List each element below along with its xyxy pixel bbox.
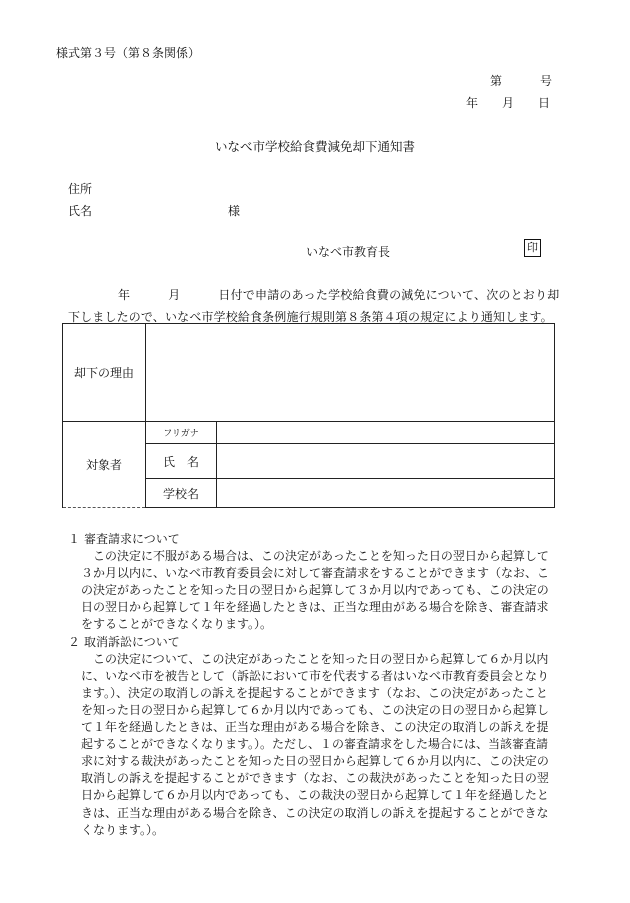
rejection-table	[62, 323, 555, 508]
year-label: 年	[466, 96, 479, 110]
note-line: ３か月以内に、いなべ市教育委員会に対して審査請求をすることができます（なお、こ	[81, 566, 550, 581]
reason-label: 却下の理由	[63, 324, 146, 422]
note-heading	[62, 634, 562, 651]
school-field[interactable]	[217, 479, 555, 508]
name-label: 氏名	[68, 204, 93, 218]
honorific: 様	[228, 204, 241, 218]
note-line: の決定があったことを知った日の翌日から起算して３か月以内であっても、この決定の	[81, 583, 549, 598]
note-line: 起することができなくなります。）。ただし、１の審査請求をした場合には、当該審査請	[81, 737, 549, 752]
furigana-field[interactable]	[217, 422, 555, 444]
day-label: 日	[538, 96, 551, 110]
note-line: に、いなべ市を被告として（訴訟において市を代表する者はいなべ市教育委員会となり	[81, 668, 550, 683]
note-heading	[62, 531, 562, 548]
issuer-name: いなべ市教育長	[306, 245, 391, 259]
note-line: くなります。）。	[81, 822, 165, 837]
note-line: 求に対する裁決があったことを知った日の翌日から起算して６か月以内に、この決定の	[81, 754, 549, 769]
intro-line1-text: 日付で申請のあった学校給食費の減免について、次のとおり却	[218, 288, 560, 302]
note-line: をすることができなくなります。）。	[81, 617, 273, 632]
form-number: 様式第３号（第８条関係）	[56, 46, 201, 60]
note-number: １	[68, 532, 81, 546]
note-heading-text: 取消訴訟について	[84, 634, 180, 649]
note-line: て１年を経過したときは、正当な理由がある場合を除き、この決定の取消しの訴えを提	[81, 720, 549, 735]
note-line: この決定に不服がある場合は、この決定があったことを知った日の翌日から起算して	[81, 549, 549, 564]
issue-date	[466, 94, 550, 111]
note-line: きは、正当な理由がある場合を除き、この決定の取消しの訴えを提起することができな	[81, 805, 549, 820]
notes-section	[62, 531, 562, 839]
note-lawsuit	[62, 634, 562, 839]
note-line: 日の翌日から起算して１年を経過したときは、正当な理由がある場合を除き、審査請求	[81, 600, 549, 615]
go-label: 号	[540, 74, 553, 88]
intro-line-2: 下しましたので、いなべ市学校給食条例施行規則第８条第４項の規定により通知します。	[68, 310, 553, 324]
note-line: 取消しの訴えを提起することができます（なお、この裁決があったことを知った日の翌	[81, 771, 549, 786]
note-body	[62, 651, 562, 839]
note-line: 日から起算して６か月以内であっても、この裁決の翌日から起算して１年を経過したと	[81, 788, 549, 803]
reason-field[interactable]	[146, 324, 555, 422]
note-body	[62, 548, 562, 633]
school-label: 学校名	[146, 479, 217, 508]
subject-label: 対象者	[63, 422, 146, 508]
document-number	[490, 72, 552, 89]
note-appeal	[62, 531, 562, 634]
intro-line-1	[118, 286, 559, 303]
intro-year: 年	[118, 288, 131, 302]
note-line: を知った日の翌日から起算して６か月以内であっても、この決定の日の翌日から起算し	[81, 702, 549, 717]
note-line: この決定について、この決定があったことを知った日の翌日から起算して６か月以内	[81, 651, 549, 666]
shimei-label: 氏 名	[146, 444, 217, 479]
dai-label: 第	[490, 74, 503, 88]
shimei-field[interactable]	[217, 444, 555, 479]
month-label: 月	[502, 96, 515, 110]
intro-month: 月	[168, 288, 181, 302]
address-label: 住所	[68, 182, 93, 196]
document-title: いなべ市学校給食費減免却下通知書	[214, 139, 415, 154]
furigana-label: フリガナ	[146, 422, 217, 444]
note-number: ２	[68, 634, 81, 649]
note-heading-text: 審査請求について	[84, 532, 180, 546]
note-line: ます。）、決定の取消しの訴えを提起することができます（なお、この決定があったこと	[81, 685, 548, 700]
seal-mark: 印	[524, 239, 541, 257]
